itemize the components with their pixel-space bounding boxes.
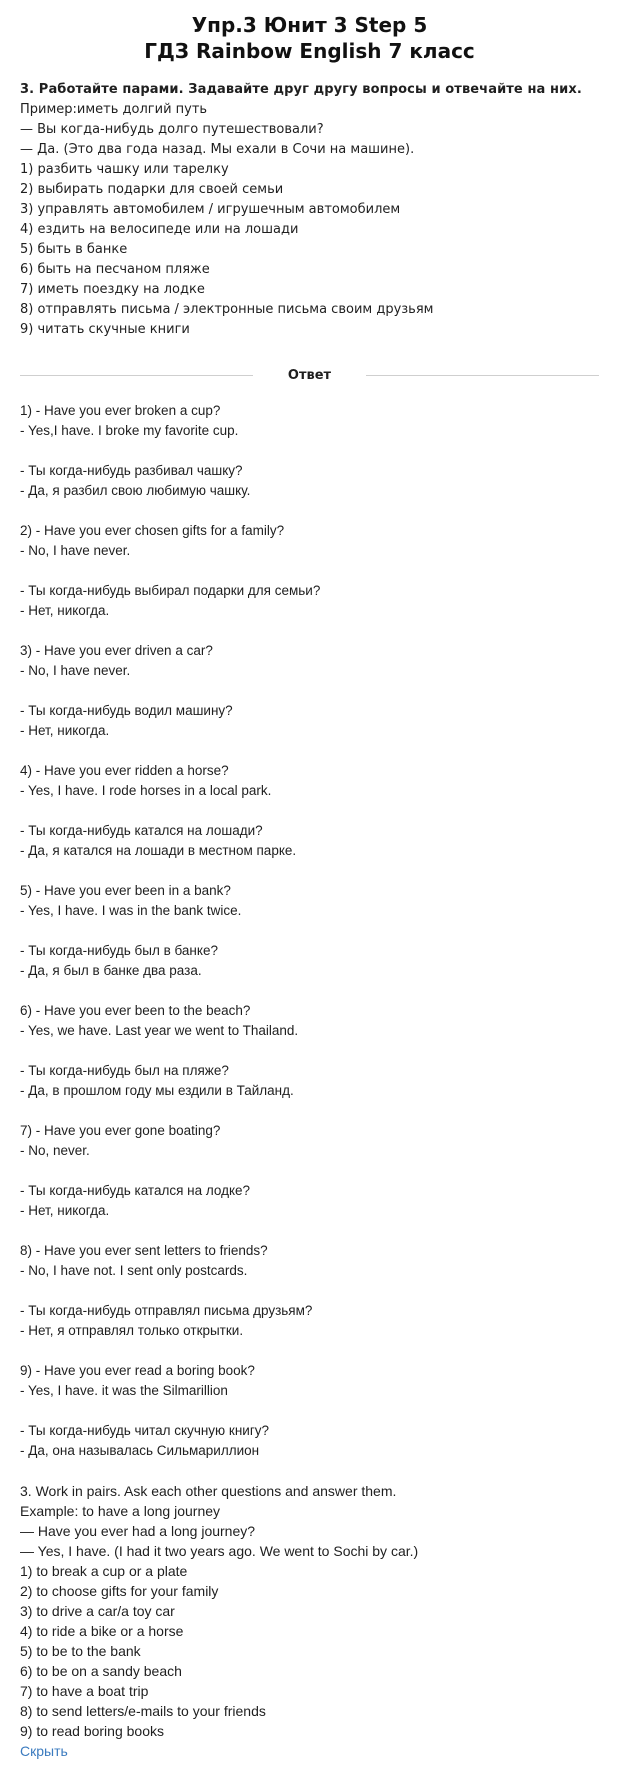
english-line: 3. Work in pairs. Ask each other questions and answer them. bbox=[20, 1483, 397, 1499]
answer-reply: - No, I have not. I sent only postcards. bbox=[20, 1263, 248, 1278]
answers-list bbox=[20, 401, 599, 1461]
answer-reply: - Да, в прошлом году мы ездили в Тайланд. bbox=[20, 1083, 294, 1098]
task-line: 9) читать скучные книги bbox=[20, 322, 190, 337]
answer-reply: - Нет, я отправлял только открытки. bbox=[20, 1323, 244, 1338]
hide-link[interactable]: Скрыть bbox=[20, 1743, 68, 1759]
answer-question: 6) - Have you ever been to the beach? bbox=[20, 1003, 251, 1018]
page-title bbox=[20, 12, 599, 64]
answer-reply: - Нет, никогда. bbox=[20, 723, 110, 738]
task-line: — Да. (Это два года назад. Мы ехали в Сочи на машине). bbox=[20, 142, 415, 157]
answer-block bbox=[20, 1361, 599, 1401]
answer-block bbox=[20, 701, 599, 741]
english-line: — Yes, I have. (I had it two years ago. We went to Sochi by car.) bbox=[20, 1543, 419, 1559]
task-lines bbox=[20, 100, 599, 340]
answer-block bbox=[20, 521, 599, 561]
answer-block bbox=[20, 1001, 599, 1041]
answer-block bbox=[20, 461, 599, 501]
english-line: 9) to read boring books bbox=[20, 1723, 164, 1739]
answer-block bbox=[20, 1121, 599, 1161]
english-line: 6) to be on a sandy beach bbox=[20, 1663, 182, 1679]
answer-block bbox=[20, 1301, 599, 1341]
answer-reply: - Да, я катался на лошади в местном парке. bbox=[20, 843, 297, 858]
english-line: 4) to ride a bike or a horse bbox=[20, 1623, 184, 1639]
answer-question: - Ты когда-нибудь читал скучную книгу? bbox=[20, 1423, 270, 1438]
answer-question: - Ты когда-нибудь катался на лодке? bbox=[20, 1183, 251, 1198]
task-line: — Вы когда-нибудь долго путешествовали? bbox=[20, 122, 324, 137]
answer-question: - Ты когда-нибудь был на пляже? bbox=[20, 1063, 229, 1078]
answer-reply: - Да, я был в банке два раза. bbox=[20, 963, 202, 978]
divider-rule-left bbox=[20, 375, 253, 376]
answer-reply: - Нет, никогда. bbox=[20, 603, 110, 618]
answer-block bbox=[20, 1241, 599, 1281]
answer-block bbox=[20, 941, 599, 981]
page-title-line-1: Упр.3 Юнит 3 Step 5 bbox=[191, 13, 428, 37]
task-english bbox=[20, 1481, 599, 1741]
answer-block bbox=[20, 401, 599, 441]
english-line: 3) to drive a car/a toy car bbox=[20, 1603, 175, 1619]
answer-question: - Ты когда-нибудь разбивал чашку? bbox=[20, 463, 243, 478]
answer-question: 9) - Have you ever read a boring book? bbox=[20, 1363, 255, 1378]
answer-question: 2) - Have you ever chosen gifts for a family? bbox=[20, 523, 285, 538]
answer-question: 7) - Have you ever gone boating? bbox=[20, 1123, 221, 1138]
task-line: 3) управлять автомобилем / игрушечным автомобилем bbox=[20, 202, 401, 217]
task-line: 7) иметь поездку на лодке bbox=[20, 282, 205, 297]
task-line: 8) отправлять письма / электронные письма своим друзьям bbox=[20, 302, 434, 317]
english-line: 8) to send letters/e-mails to your friends bbox=[20, 1703, 266, 1719]
english-line: 2) to choose gifts for your family bbox=[20, 1583, 219, 1599]
english-line: Example: to have a long journey bbox=[20, 1503, 221, 1519]
answer-reply: - No, I have never. bbox=[20, 543, 131, 558]
page-title-line-2: ГДЗ Rainbow English 7 класс bbox=[144, 39, 475, 63]
task-line: 2) выбирать подарки для своей семьи bbox=[20, 182, 284, 197]
english-line: 5) to be to the bank bbox=[20, 1643, 141, 1659]
english-line: 7) to have a boat trip bbox=[20, 1683, 149, 1699]
answer-reply: - Yes, I have. I was in the bank twice. bbox=[20, 903, 242, 918]
answer-reply: - Да, я разбил свою любимую чашку. bbox=[20, 483, 251, 498]
divider-rule-right bbox=[366, 375, 599, 376]
answer-reply: - Yes, I have. I rode horses in a local park. bbox=[20, 783, 272, 798]
english-line: 1) to break a cup or a plate bbox=[20, 1563, 188, 1579]
answer-question: - Ты когда-нибудь катался на лошади? bbox=[20, 823, 263, 838]
task-line: Пример:иметь долгий путь bbox=[20, 102, 208, 117]
answer-reply: - Yes, we have. Last year we went to Thailand. bbox=[20, 1023, 299, 1038]
task-line: 5) быть в банке bbox=[20, 242, 128, 257]
answer-reply: - Yes, I have. it was the Silmarillion bbox=[20, 1383, 228, 1398]
task-line: 4) ездить на велосипеде или на лошади bbox=[20, 222, 299, 237]
answer-question: - Ты когда-нибудь выбирал подарки для семьи? bbox=[20, 583, 321, 598]
answer-reply: - Нет, никогда. bbox=[20, 1203, 110, 1218]
answer-divider bbox=[20, 368, 599, 383]
answer-question: - Ты когда-нибудь водил машину? bbox=[20, 703, 233, 718]
task-line: 1) разбить чашку или тарелку bbox=[20, 162, 229, 177]
answer-block bbox=[20, 1421, 599, 1461]
english-line: — Have you ever had a long journey? bbox=[20, 1523, 256, 1539]
answer-block bbox=[20, 1061, 599, 1101]
answer-reply: - Да, она называлась Сильмариллион bbox=[20, 1443, 260, 1458]
answer-reply: - Yes,I have. I broke my favorite cup. bbox=[20, 423, 239, 438]
answer-block bbox=[20, 1181, 599, 1221]
answer-question: - Ты когда-нибудь отправлял письма друзьям? bbox=[20, 1303, 313, 1318]
answer-reply: - No, never. bbox=[20, 1143, 90, 1158]
answer-question: 1) - Have you ever broken a cup? bbox=[20, 403, 221, 418]
task-heading: 3. Работайте парами. Задавайте друг другу вопросы и отвечайте на них. bbox=[20, 82, 582, 97]
answer-question: 5) - Have you ever been in a bank? bbox=[20, 883, 231, 898]
task-russian bbox=[20, 80, 599, 340]
answer-question: 3) - Have you ever driven a car? bbox=[20, 643, 213, 658]
answer-block bbox=[20, 641, 599, 681]
task-line: 6) быть на песчаном пляже bbox=[20, 262, 210, 277]
answer-question: - Ты когда-нибудь был в банке? bbox=[20, 943, 218, 958]
answer-block bbox=[20, 581, 599, 621]
answer-block bbox=[20, 761, 599, 801]
answer-question: 8) - Have you ever sent letters to friends? bbox=[20, 1243, 268, 1258]
answer-label: Ответ bbox=[287, 368, 332, 383]
answer-block bbox=[20, 821, 599, 861]
answer-block bbox=[20, 881, 599, 921]
answer-reply: - No, I have never. bbox=[20, 663, 131, 678]
answer-question: 4) - Have you ever ridden a horse? bbox=[20, 763, 229, 778]
